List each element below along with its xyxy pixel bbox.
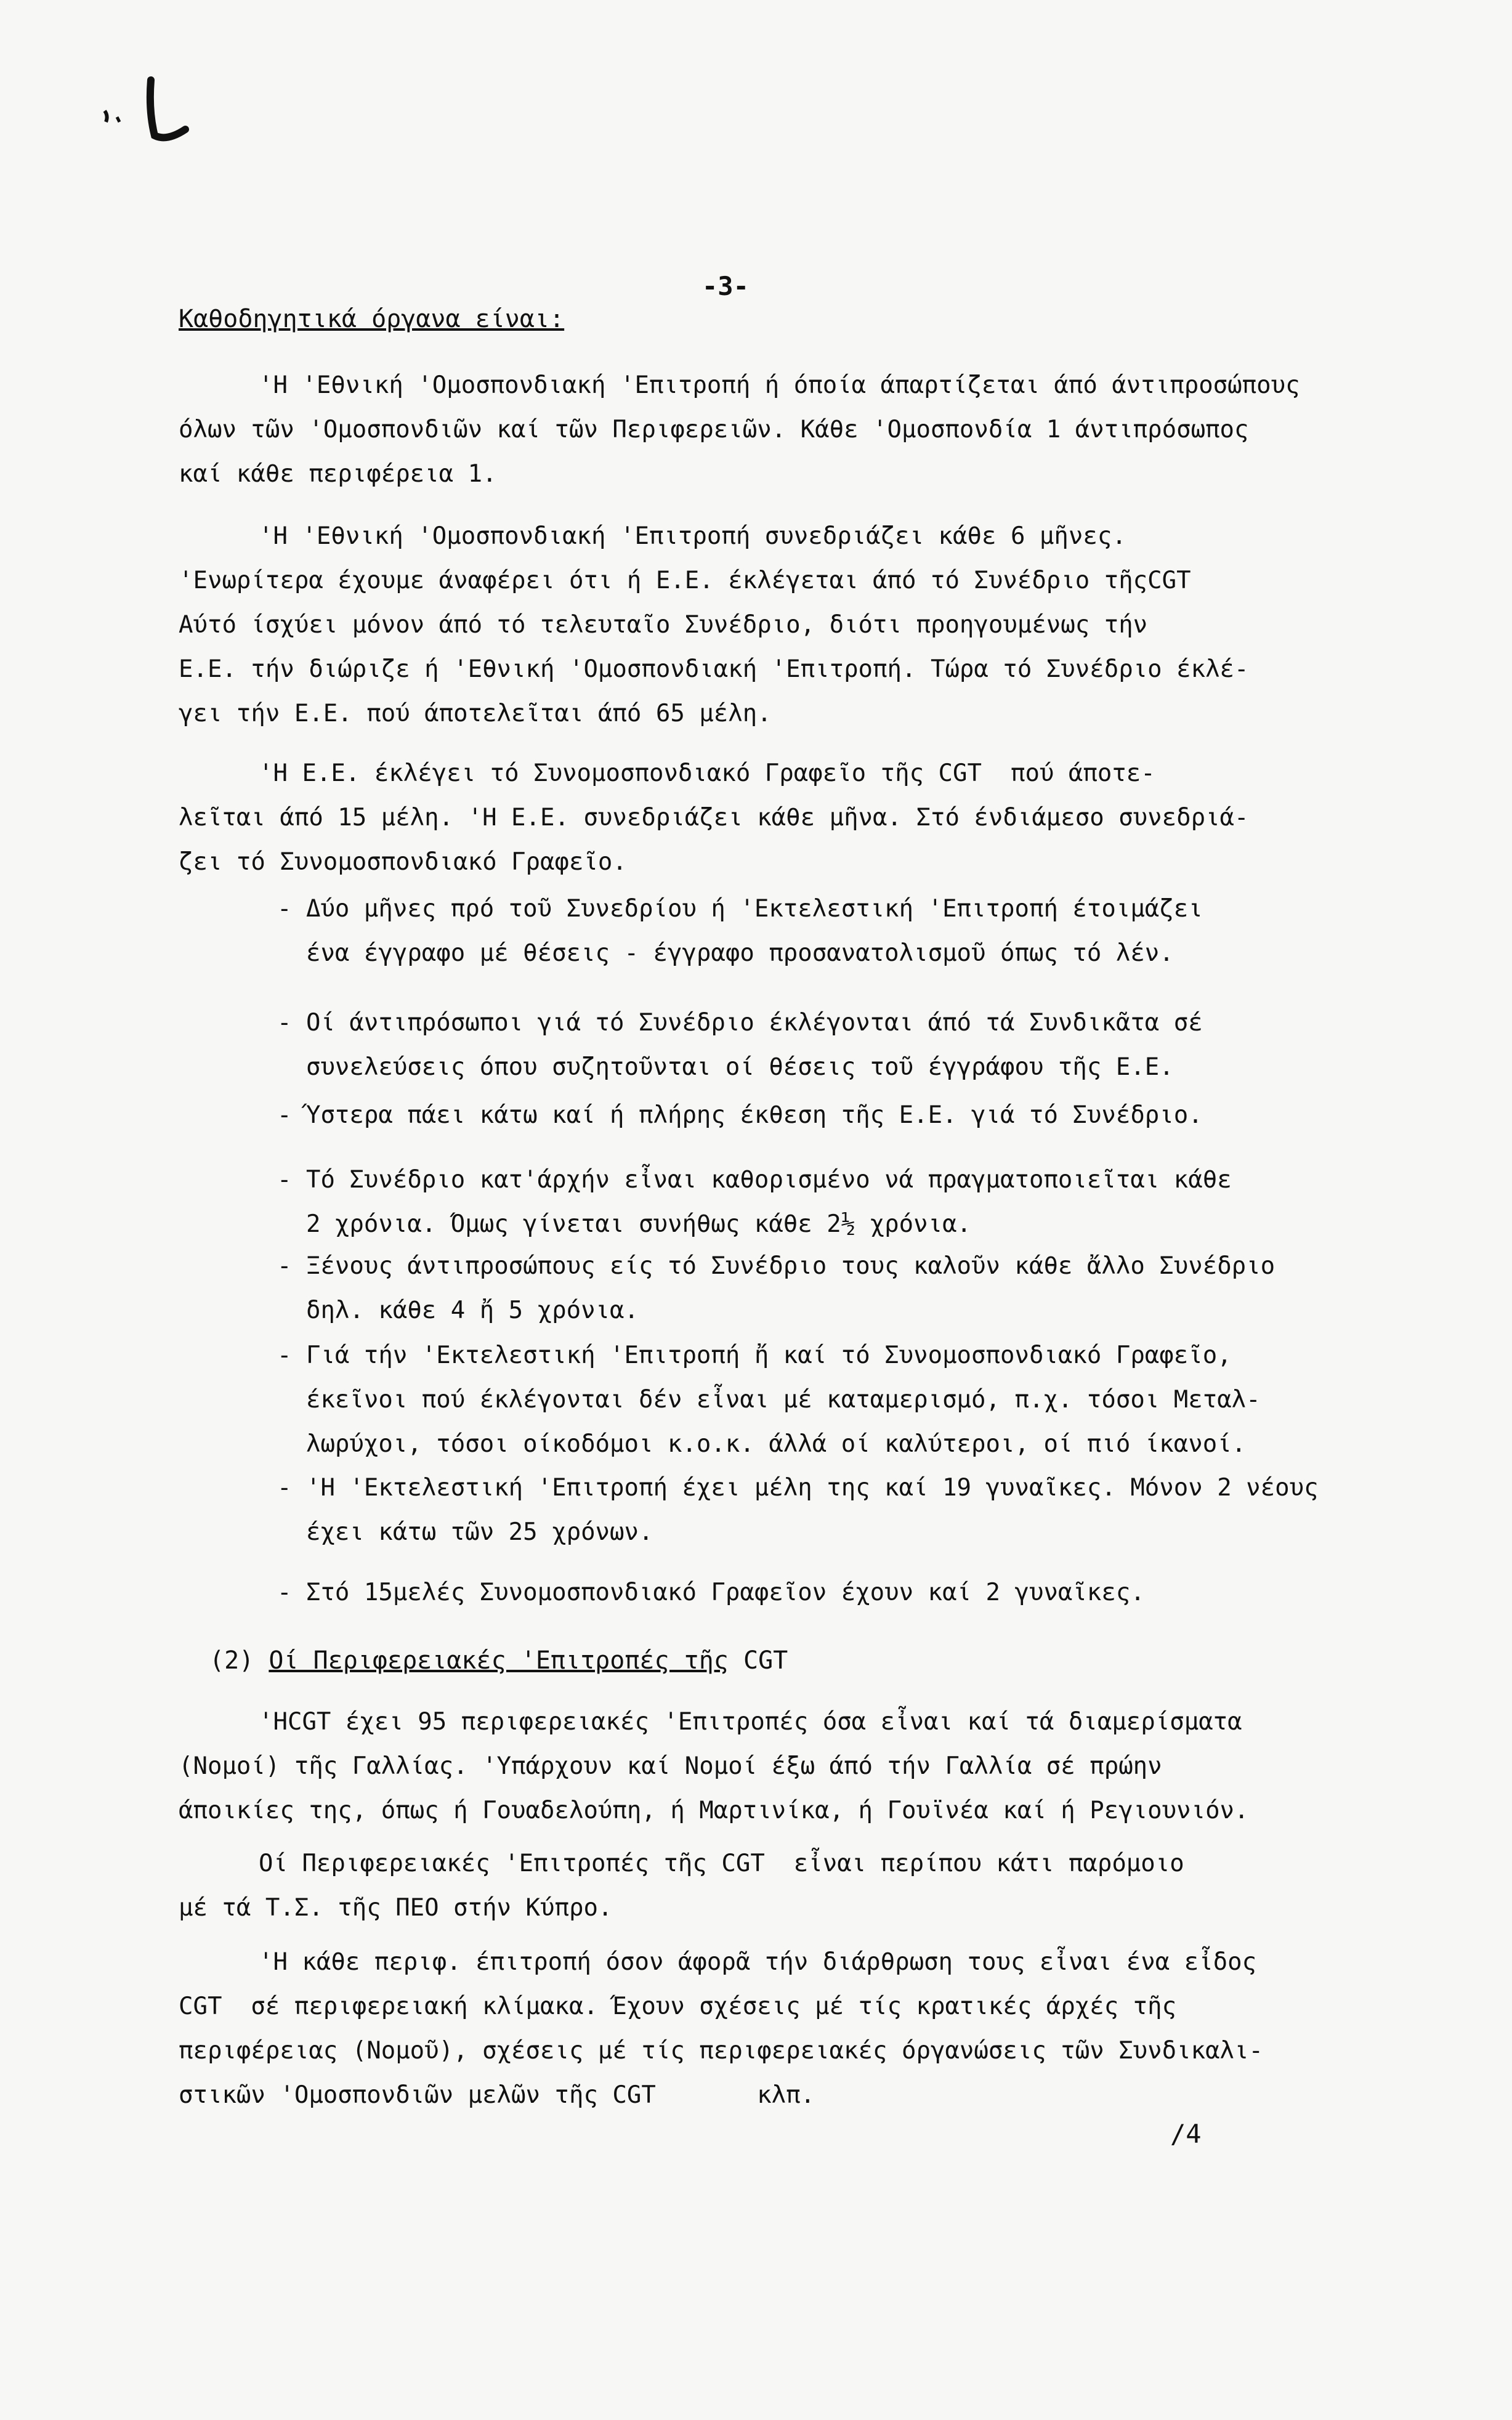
bullet-6 — [179, 1333, 1423, 1467]
section-title-suffix: CGT — [743, 1646, 788, 1675]
bullet-7 — [179, 1466, 1423, 1555]
bullet-5 — [179, 1244, 1423, 1333]
text-line: λεῖται άπό 15 μέλη. 'Η Ε.Ε. συνεδριάζει κάθε μῆνα. Στό ένδιάμεσο συνεδριά- — [179, 804, 1249, 832]
text-line: - 'Η 'Εκτελεστική 'Επιτροπή έχει μέλη της καί 19 γυναῖκες. Μόνον 2 νέους — [277, 1474, 1319, 1502]
text-line: ζει τό Συνομοσπονδιακό Γραφεῖο. — [179, 848, 627, 876]
text-line: 'Η 'Εθνική 'Ομοσπονδιακή 'Επιτροπή συνεδριάζει κάθε 6 μῆνες. — [259, 522, 1126, 550]
text-line: όλων τῶν 'Ομοσπονδιῶν καί τῶν Περιφερειῶν. Κάθε 'Ομοσπονδία 1 άντιπρόσωπος — [179, 416, 1249, 443]
text-line: - Γιά τήν 'Εκτελεστική 'Επιτροπή ἤ καί τό Συνομοσπονδιακό Γραφεῖο, — [277, 1342, 1232, 1369]
section-2-paragraph-3 — [179, 1940, 1423, 2118]
text-line: 'Η κάθε περιφ. έπιτροπή όσον άφορᾶ τήν διάρθρωση τους εἶναι ένα εἶδος — [259, 1948, 1257, 1976]
section-2-heading — [209, 1638, 1453, 1683]
text-line: - Τό Συνέδριο κατ'άρχήν εἶναι καθορισμένο νά πραγματοποιεῖται κάθε — [277, 1166, 1232, 1194]
page-footer: /4 — [1170, 2119, 1202, 2149]
text-line: δηλ. κάθε 4 ἤ 5 χρόνια. — [277, 1297, 639, 1324]
text-line: 'Η 'Εθνική 'Ομοσπονδιακή 'Επιτροπή ή όποία άπαρτίζεται άπό άντιπροσώπους — [259, 371, 1300, 399]
bullet-2 — [179, 1001, 1423, 1090]
text-line: 'ΗCGT έχει 95 περιφερειακές 'Επιτροπές όσα εἶναι καί τά διαμερίσματα — [259, 1708, 1242, 1736]
text-line: Ε.Ε. τήν διώριζε ή 'Εθνική 'Ομοσπονδιακή 'Επιτροπή. Τώρα τό Συνέδριο έκλέ- — [179, 655, 1249, 683]
paragraph-3 — [179, 751, 1423, 884]
text-line: στικῶν 'Ομοσπονδιῶν μελῶν τῆς CGT κλπ. — [179, 2081, 815, 2109]
section-2-paragraph-1 — [179, 1700, 1423, 1833]
bullet-4 — [179, 1158, 1423, 1247]
text-line: μέ τά Τ.Σ. τῆς ΠΕΟ στήν Κύπρο. — [179, 1894, 613, 1922]
text-line: Αύτό ίσχύει μόνον άπό τό τελευταῖο Συνέδριο, διότι προηγουμένως τήν — [179, 611, 1148, 639]
text-line: έκεῖνοι πού έκλέγονται δέν εἶναι μέ καταμερισμό, π.χ. τόσοι Μεταλ- — [277, 1386, 1261, 1414]
text-line: - Δύο μῆνες πρό τοῦ Συνεδρίου ή 'Εκτελεστική 'Επιτροπή έτοιμάζει — [277, 895, 1203, 923]
text-line: ένα έγγραφο μέ θέσεις - έγγραφο προσανατολισμοῦ όπως τό λέν. — [277, 939, 1174, 967]
section-2-paragraph-2 — [179, 1842, 1423, 1930]
section-title: Οί Περιφερειακές 'Επιτροπές τῆς — [269, 1646, 729, 1675]
heading: Καθοδηγητικά όργανα είναι: — [179, 305, 565, 333]
text-line: καί κάθε περιφέρεια 1. — [179, 460, 497, 488]
text-line: Οί Περιφερειακές 'Επιτροπές τῆς CGT εἶναι περίπου κάτι παρόμοιο — [259, 1850, 1184, 1877]
bullet-1 — [179, 887, 1423, 976]
page-number: -3- — [702, 271, 749, 301]
handwritten-mark-icon — [92, 74, 197, 154]
text-line: CGT σέ περιφερειακή κλίμακα. Έχουν σχέσεις μέ τίς κρατικές άρχές τῆς — [179, 1993, 1177, 2020]
section-number: (2) — [209, 1646, 254, 1675]
bullet-3 — [179, 1093, 1423, 1138]
text-line: - Ύστερα πάει κάτω καί ή πλήρης έκθεση τῆς Ε.Ε. γιά τό Συνέδριο. — [277, 1101, 1203, 1129]
text-line: (Νομοί) τῆς Γαλλίας. 'Υπάρχουν καί Νομοί έξω άπό τήν Γαλλία σέ πρώην — [179, 1752, 1162, 1780]
text-line: περιφέρειας (Νομοῦ), σχέσεις μέ τίς περιφερειακές όργανώσεις τῶν Συνδικαλι- — [179, 2037, 1263, 2065]
paragraph-1 — [179, 363, 1423, 496]
paragraph-2 — [179, 514, 1423, 736]
text-line: 'Η Ε.Ε. έκλέγει τό Συνομοσπονδιακό Γραφεῖο τῆς CGT πού άποτε- — [259, 759, 1155, 787]
text-line: 'Ενωρίτερα έχουμε άναφέρει ότι ή Ε.Ε. έκλέγεται άπό τό Συνέδριο τῆςCGT — [179, 567, 1191, 594]
bullet-8 — [179, 1571, 1423, 1615]
text-line: έχει κάτω τῶν 25 χρόνων. — [277, 1518, 653, 1546]
text-line: συνελεύσεις όπου συζητοῦνται οί θέσεις τοῦ έγγράφου τῆς Ε.Ε. — [277, 1053, 1174, 1081]
text-line: - Οί άντιπρόσωποι γιά τό Συνέδριο έκλέγονται άπό τά Συνδικᾶτα σέ — [277, 1009, 1203, 1037]
text-line: 2 χρόνια. Όμως γίνεται συνήθως κάθε 2½ χρόνια. — [277, 1210, 972, 1238]
text-line: άποικίες της, όπως ή Γουαδελούπη, ή Μαρτινίκα, ή Γουϊνέα καί ή Ρεγιουνιόν. — [179, 1797, 1249, 1824]
text-line: λωρύχοι, τόσοι οίκοδόμοι κ.ο.κ. άλλά οί καλύτεροι, οί πιό ίκανοί. — [277, 1430, 1247, 1458]
text-line: γει τήν Ε.Ε. πού άποτελεῖται άπό 65 μέλη. — [179, 700, 772, 727]
text-line: - Στό 15μελές Συνομοσπονδιακό Γραφεῖον έχουν καί 2 γυναῖκες. — [277, 1579, 1145, 1606]
text-line: - Ξένους άντιπροσώπους είς τό Συνέδριο τους καλοῦν κάθε ἄλλο Συνέδριο — [277, 1252, 1275, 1280]
